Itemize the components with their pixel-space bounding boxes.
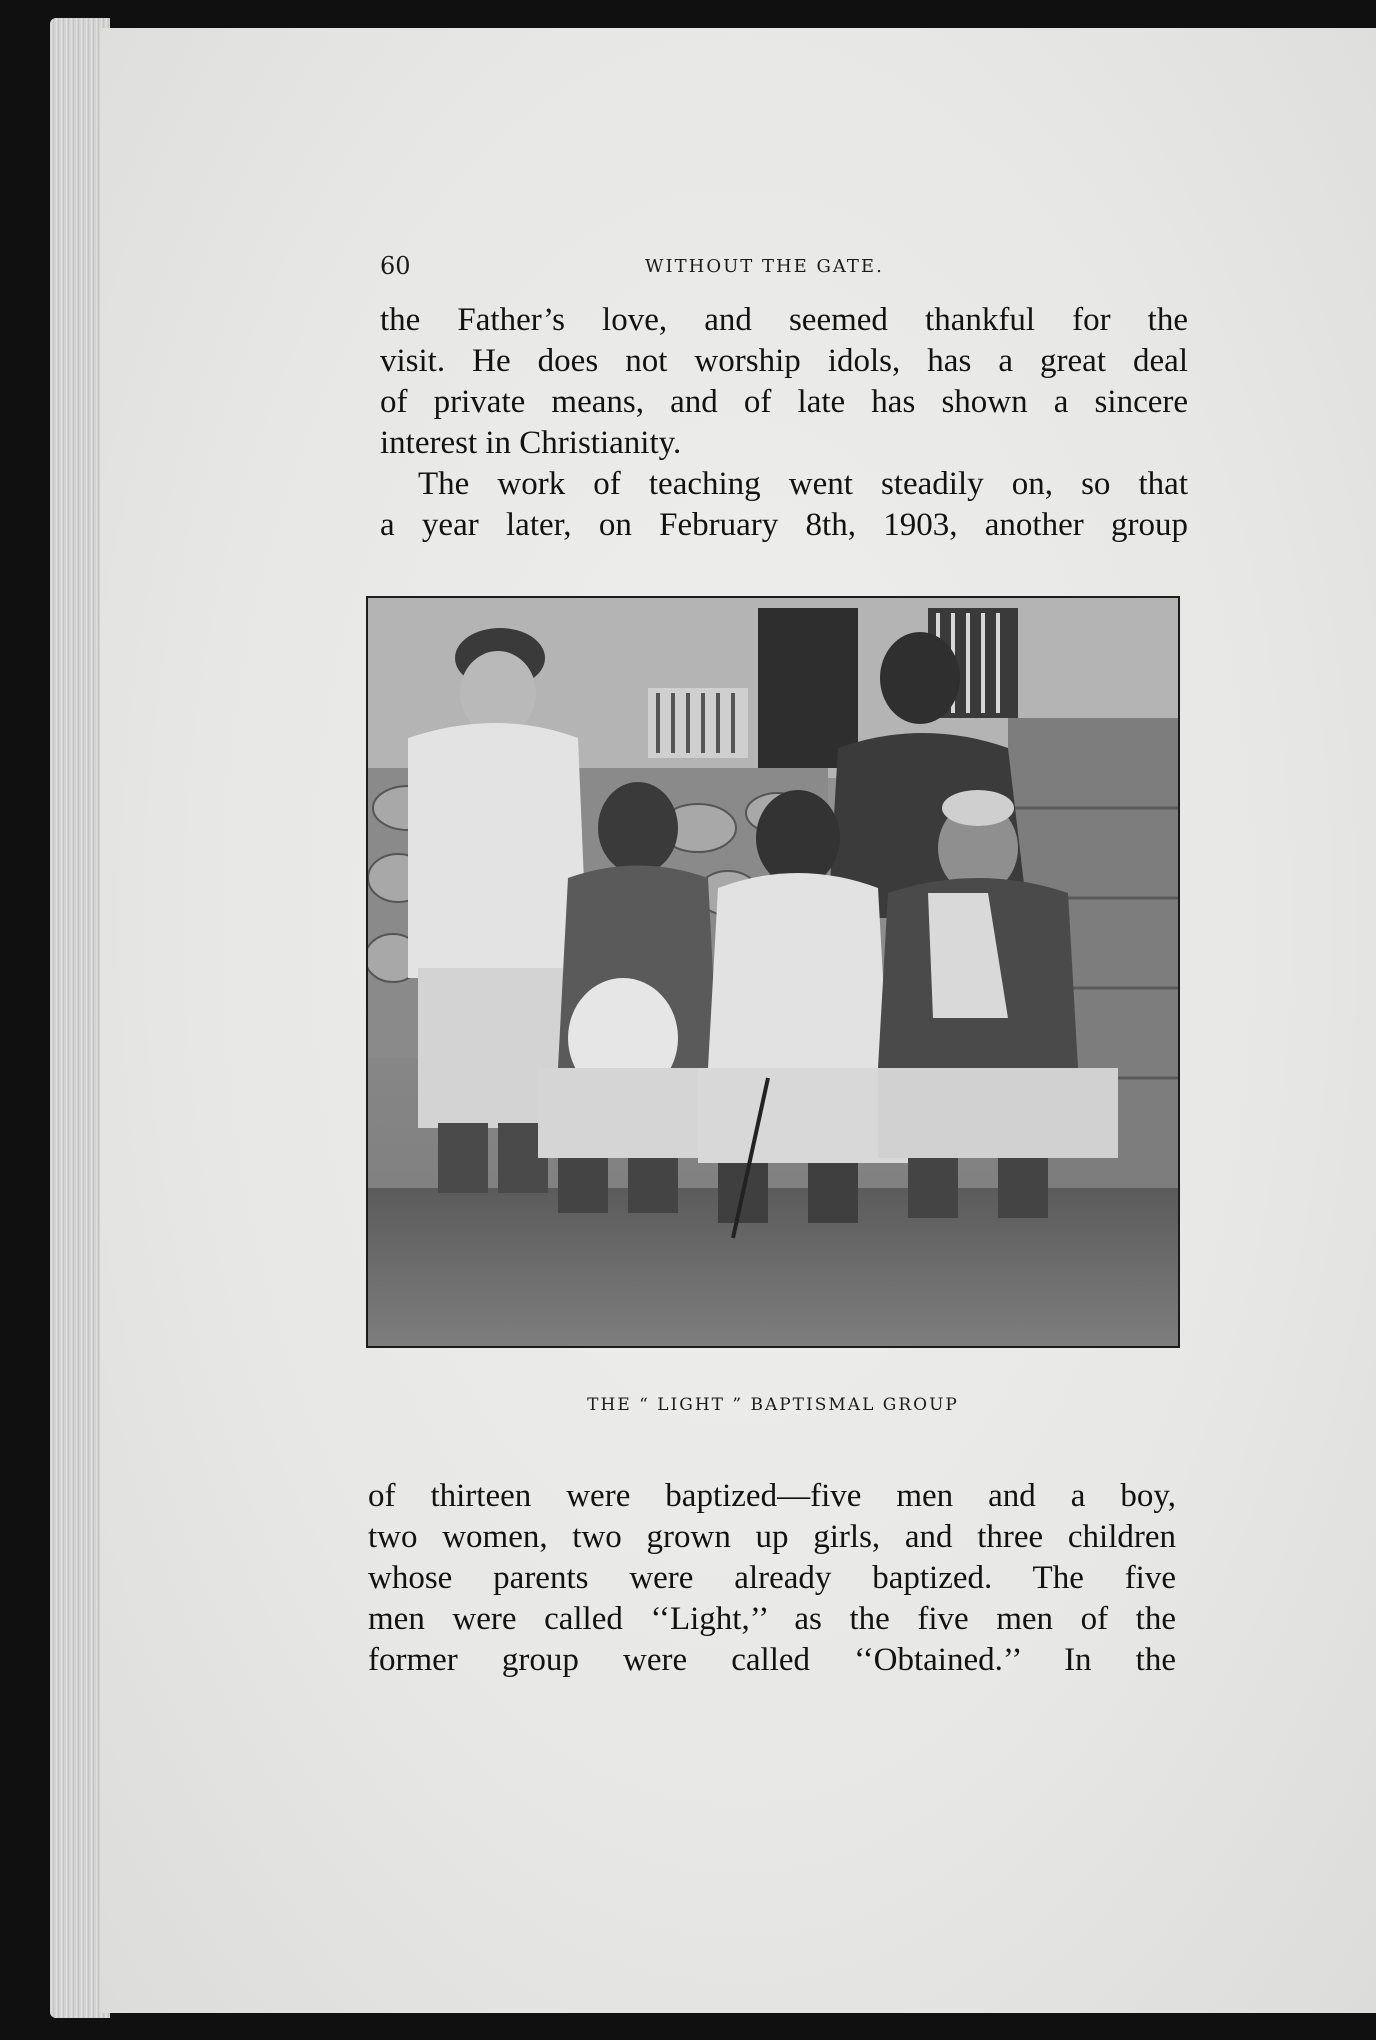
text-line: of private means, and of late has shown a sincere: [380, 384, 1188, 420]
photo-illustration: [368, 598, 1178, 1346]
text-line: The work of teaching went steadily on, so that: [418, 466, 1188, 502]
running-head: [380, 252, 1180, 282]
photo-caption: THE “ LIGHT ” BAPTISMAL GROUP: [587, 1395, 959, 1415]
text-line: of thirteen were baptized—five men and a boy,: [368, 1478, 1176, 1514]
group-photograph: [366, 596, 1180, 1348]
text-line: the Father’s love, and seemed thankful for the: [380, 302, 1188, 338]
text-line: two women, two grown up girls, and three children: [368, 1519, 1176, 1555]
text-line: interest in Christianity.: [380, 425, 682, 461]
top-text-block: [380, 300, 1188, 546]
text-line: former group were called ‘‘Obtained.’’ In the: [368, 1642, 1176, 1678]
text-line: a year later, on February 8th, 1903, another group: [380, 507, 1188, 543]
text-line: visit. He does not worship idols, has a great deal: [380, 343, 1188, 379]
bottom-text-block: [368, 1476, 1176, 1681]
page-number: 60: [380, 252, 411, 280]
text-line: whose parents were already baptized. The five: [368, 1560, 1176, 1596]
running-title: WITHOUT THE GATE.: [645, 256, 884, 277]
text-line: men were called ‘‘Light,’’ as the five men of the: [368, 1601, 1176, 1637]
